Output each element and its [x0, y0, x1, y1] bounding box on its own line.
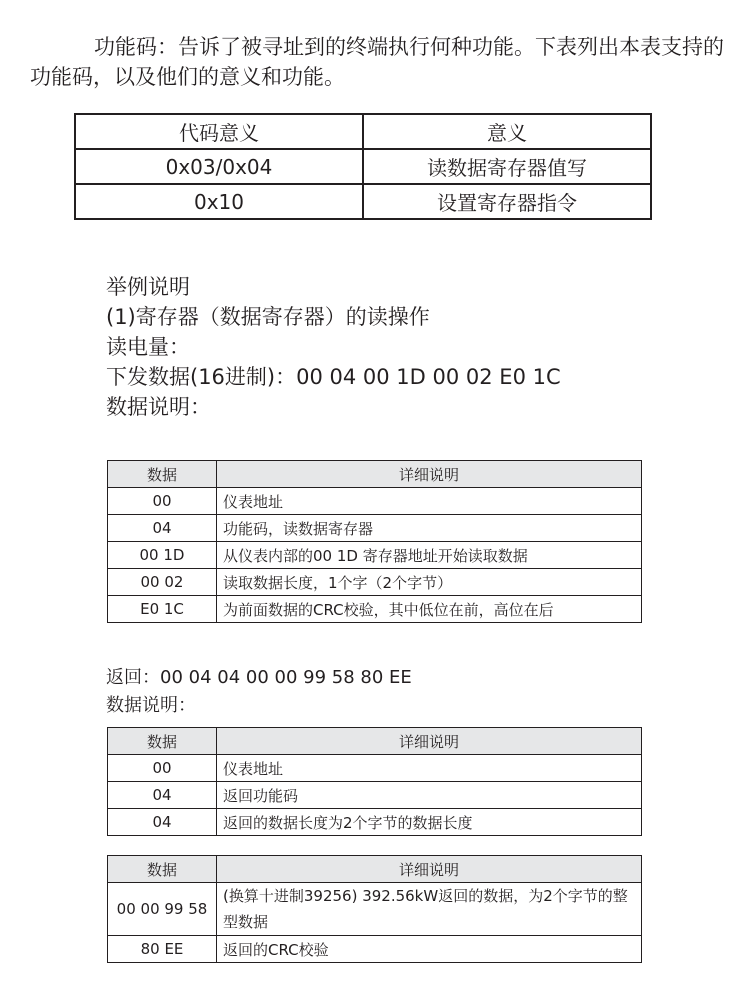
header-meaning: 意义 — [363, 114, 651, 149]
return-data-desc-label: 数据说明： — [106, 695, 196, 716]
cell-data: 00 00 99 58 — [108, 883, 217, 936]
example-heading: 举例说明 — [106, 275, 190, 299]
header-data: 数据 — [108, 856, 217, 883]
cell-data: 00 — [108, 488, 217, 515]
request-data-table — [107, 460, 642, 623]
cell-detail: 仪表地址 — [217, 488, 642, 515]
cell-detail: 读取数据长度，1个字（2个字节） — [217, 569, 642, 596]
table-row — [75, 184, 651, 219]
cell-detail: 返回的CRC校验 — [217, 936, 642, 963]
header-code-meaning: 代码意义 — [75, 114, 363, 149]
cell-detail: 功能码，读数据寄存器 — [217, 515, 642, 542]
header-detail: 详细说明 — [217, 856, 642, 883]
return-data-line: 返回：00 04 04 00 00 99 58 80 EE — [106, 667, 412, 688]
example-data-desc-label: 数据说明： — [106, 395, 211, 419]
cell-detail: 从仪表内部的00 1D 寄存器地址开始读取数据 — [217, 542, 642, 569]
table-row — [108, 542, 642, 569]
cell-data: 00 — [108, 755, 217, 782]
header-data: 数据 — [108, 728, 217, 755]
cell-detail: (换算十进制39256) 392.56kW返回的数据，为2个字节的整型数据 — [217, 883, 642, 936]
cell-data: E0 1C — [108, 596, 217, 623]
cell-data: 80 EE — [108, 936, 217, 963]
cell-detail: 返回功能码 — [217, 782, 642, 809]
table-row — [108, 596, 642, 623]
table-row — [108, 883, 642, 936]
cell-code: 0x03/0x04 — [75, 149, 363, 184]
table-row — [108, 569, 642, 596]
response-data-table-1 — [107, 727, 642, 836]
table-row — [108, 782, 642, 809]
table-row — [108, 515, 642, 542]
example-read-power: 读电量： — [106, 335, 190, 359]
function-code-table — [74, 113, 652, 220]
table-header-row — [108, 856, 642, 883]
response-data-table-2 — [107, 855, 642, 963]
intro-text: 功能码：告诉了被寻址到的终端执行何种功能。下表列出本表支持的功能码，以及他们的意义和功能。 — [30, 35, 724, 89]
table-header-row — [108, 461, 642, 488]
cell-detail: 为前面数据的CRC校验，其中低位在前，高位在后 — [217, 596, 642, 623]
example-section — [106, 272, 561, 422]
header-data: 数据 — [108, 461, 217, 488]
cell-data: 04 — [108, 782, 217, 809]
table-row — [108, 488, 642, 515]
return-section — [106, 664, 412, 720]
table-row — [108, 755, 642, 782]
cell-data: 00 1D — [108, 542, 217, 569]
cell-data: 00 02 — [108, 569, 217, 596]
cell-code: 0x10 — [75, 184, 363, 219]
table-row — [108, 809, 642, 836]
cell-data: 04 — [108, 809, 217, 836]
cell-meaning: 读数据寄存器值写 — [363, 149, 651, 184]
example-send-data: 下发数据(16进制)：00 04 00 1D 00 02 E0 1C — [106, 365, 561, 389]
table-header-row — [75, 114, 651, 149]
cell-data: 04 — [108, 515, 217, 542]
cell-detail: 仪表地址 — [217, 755, 642, 782]
table-header-row — [108, 728, 642, 755]
table-row — [75, 149, 651, 184]
intro-paragraph — [30, 32, 730, 92]
cell-detail: 返回的数据长度为2个字节的数据长度 — [217, 809, 642, 836]
cell-meaning: 设置寄存器指令 — [363, 184, 651, 219]
header-detail: 详细说明 — [217, 461, 642, 488]
table-row — [108, 936, 642, 963]
example-subheading: (1)寄存器（数据寄存器）的读操作 — [106, 305, 430, 329]
header-detail: 详细说明 — [217, 728, 642, 755]
